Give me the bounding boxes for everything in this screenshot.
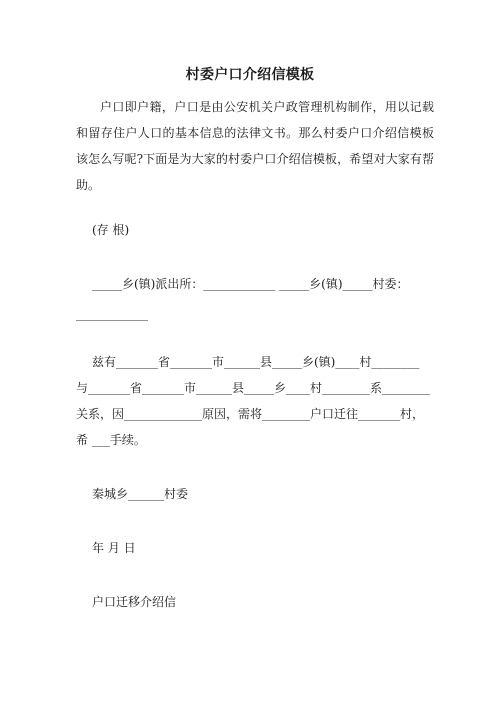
body-line-4: 希 ___手续。 xyxy=(76,433,146,447)
stub-label: (存 根) xyxy=(92,223,130,237)
footer-heading: 户口迁移介绍信 xyxy=(92,595,177,609)
document-title: 村委户口介绍信模板 xyxy=(185,67,315,83)
address-line-1: _____乡(镇)派出所：____________ _____乡(镇)_____村委： xyxy=(92,277,409,291)
address-line-2: ____________ xyxy=(76,307,148,321)
body-line-2: 与_______省_______市______县_____乡____村________系________ xyxy=(76,381,431,395)
body-line-1: 兹有_______省_______市______县_____乡(镇)____村________ xyxy=(92,355,420,369)
signature-line: 秦城乡______村委 xyxy=(92,487,189,501)
date-line: 年 月 日 xyxy=(92,541,136,555)
intro-paragraph: 户口即户籍，户口是由公安机关户政管理机构制作，用以记载和留存住户人口的基本信息的法律文书。那么村委户口介绍信模板该怎么写呢?下面是为大家的村委户口介绍信模板，希望对大家有帮助。 xyxy=(76,100,434,192)
body-line-3: 关系，因_____________原因，需将________户口迁往_______村， xyxy=(76,407,425,421)
